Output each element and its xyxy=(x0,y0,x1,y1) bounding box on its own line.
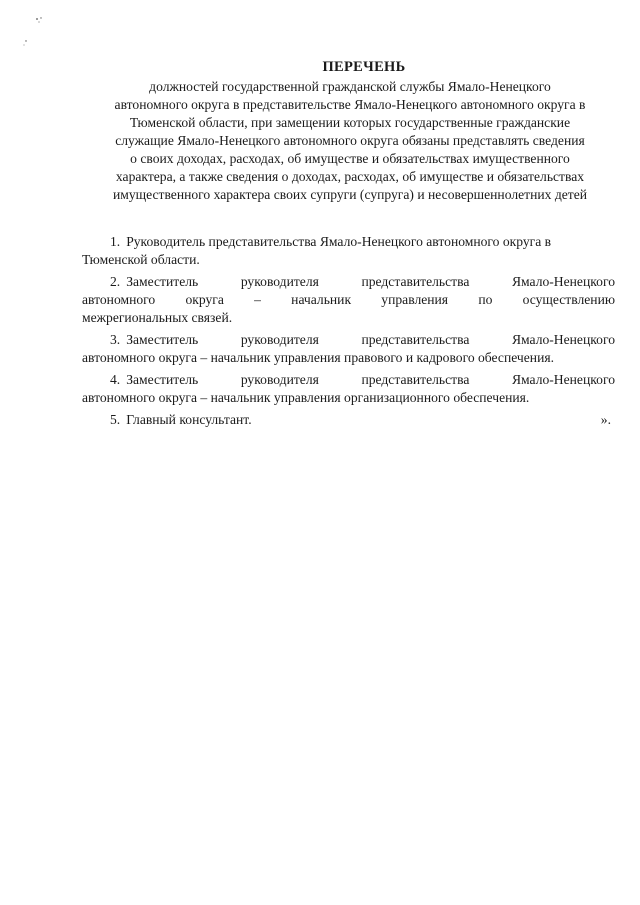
subtitle-line: о своих доходах, расходах, об имуществе и обязательствах имущественного xyxy=(130,151,570,166)
item-text: Тюменской области. xyxy=(82,252,200,267)
item-text: Главный консультант. xyxy=(126,412,252,427)
list-item xyxy=(82,411,615,429)
document-subtitle xyxy=(70,78,630,204)
list-item xyxy=(82,233,615,269)
item-text: автономного округа – начальник управления организационного обеспечения. xyxy=(82,390,530,405)
list-item xyxy=(82,273,615,327)
item-text: Заместитель руководителя представительства Ямало-Ненецкого xyxy=(126,332,615,347)
item-text: автономного округа – начальник управления правового и кадрового обеспечения. xyxy=(82,350,554,365)
subtitle-line: имущественного характера своих супруги (супруга) и несовершеннолетних детей xyxy=(112,187,588,202)
position-list xyxy=(82,233,615,433)
list-item xyxy=(82,331,615,367)
subtitle-line: должностей государственной гражданской службы Ямало-Ненецкого xyxy=(149,79,551,94)
item-number: 2. xyxy=(110,274,121,289)
subtitle-line: характера, а также сведения о доходах, расходах, об имуществе и обязательствах xyxy=(115,169,585,184)
item-text: Заместитель руководителя представительства Ямало-Ненецкого xyxy=(126,372,615,387)
item-number: 5. xyxy=(110,412,121,427)
subtitle-line: Тюменской области, при замещении которых государственные гражданские xyxy=(129,115,571,130)
subtitle-line: служащие Ямало-Ненецкого автономного округа обязаны представлять сведения xyxy=(115,133,585,148)
closing-quote-mark: ». xyxy=(600,412,611,427)
list-item xyxy=(82,371,615,407)
item-text: Заместитель руководителя представительства Ямало-Ненецкого xyxy=(126,274,615,289)
subtitle-line: автономного округа в представительстве Ямало-Ненецкого автономного округа в xyxy=(114,97,586,112)
scan-specks xyxy=(20,14,50,50)
item-number: 1. xyxy=(110,234,121,249)
item-text: автономного округа – начальник управления по осуществлению xyxy=(82,292,615,307)
item-number: 4. xyxy=(110,372,121,387)
item-text: межрегиональных связей. xyxy=(82,310,233,325)
item-number: 3. xyxy=(110,332,121,347)
document-title: ПЕРЕЧЕНЬ xyxy=(322,59,406,75)
item-text: Руководитель представительства Ямало-Ненецкого автономного округа в xyxy=(126,234,552,249)
